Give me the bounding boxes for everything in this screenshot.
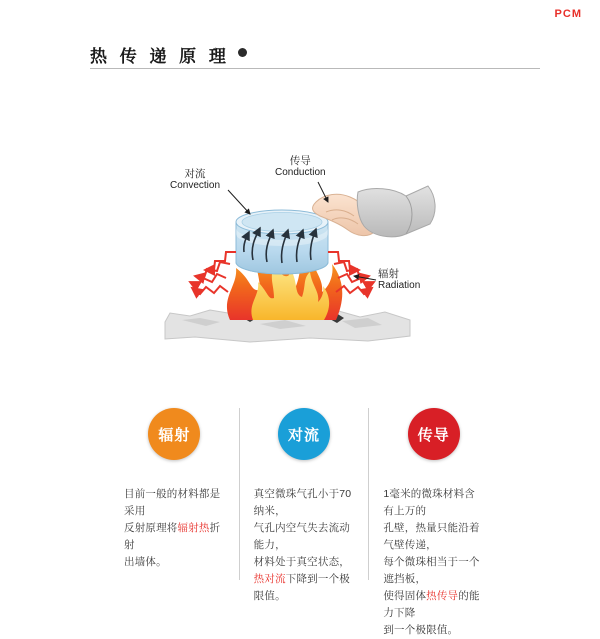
title-bullet-icon — [238, 48, 247, 57]
card-conduction — [368, 408, 498, 636]
badge-radiation: 辐射 — [148, 408, 200, 460]
card-conduction-text: 1毫米的微珠材料含有上万的 孔壁，热量只能沿着气壁传递， 每个微珠相当于一个遮挡板， 使得固体热传导的能力下降 到一个极限值。 — [383, 488, 480, 636]
page-title-section — [90, 42, 540, 72]
card-radiation-text: 目前一般的材料都是采用 反射原理将辐射热折射 出墙体。 — [124, 488, 221, 568]
title-divider — [90, 68, 540, 69]
radiation-arrows-left — [190, 252, 236, 294]
brand-logo: PCM — [554, 8, 582, 20]
badge-conduction: 传导 — [408, 408, 460, 460]
card-radiation — [110, 408, 239, 580]
sleeve-shape — [357, 186, 435, 237]
convection-pointer — [228, 190, 250, 214]
principle-cards — [110, 408, 498, 636]
heat-transfer-illustration — [110, 140, 490, 350]
label-radiation: 辐射 Radiation — [378, 268, 421, 291]
card-convection — [239, 408, 369, 602]
card-convection-text: 真空微珠气孔小于70纳米， 气孔内空气失去流动能力， 材料处于真空状态， 热对流下降到一个极限值。 — [253, 488, 352, 602]
page-title: 热 传 递 原 理 — [90, 47, 230, 66]
label-conduction: 传导 Conduction — [275, 155, 326, 178]
label-convection: 对流 Convection — [170, 168, 221, 191]
badge-convection: 对流 — [278, 408, 330, 460]
